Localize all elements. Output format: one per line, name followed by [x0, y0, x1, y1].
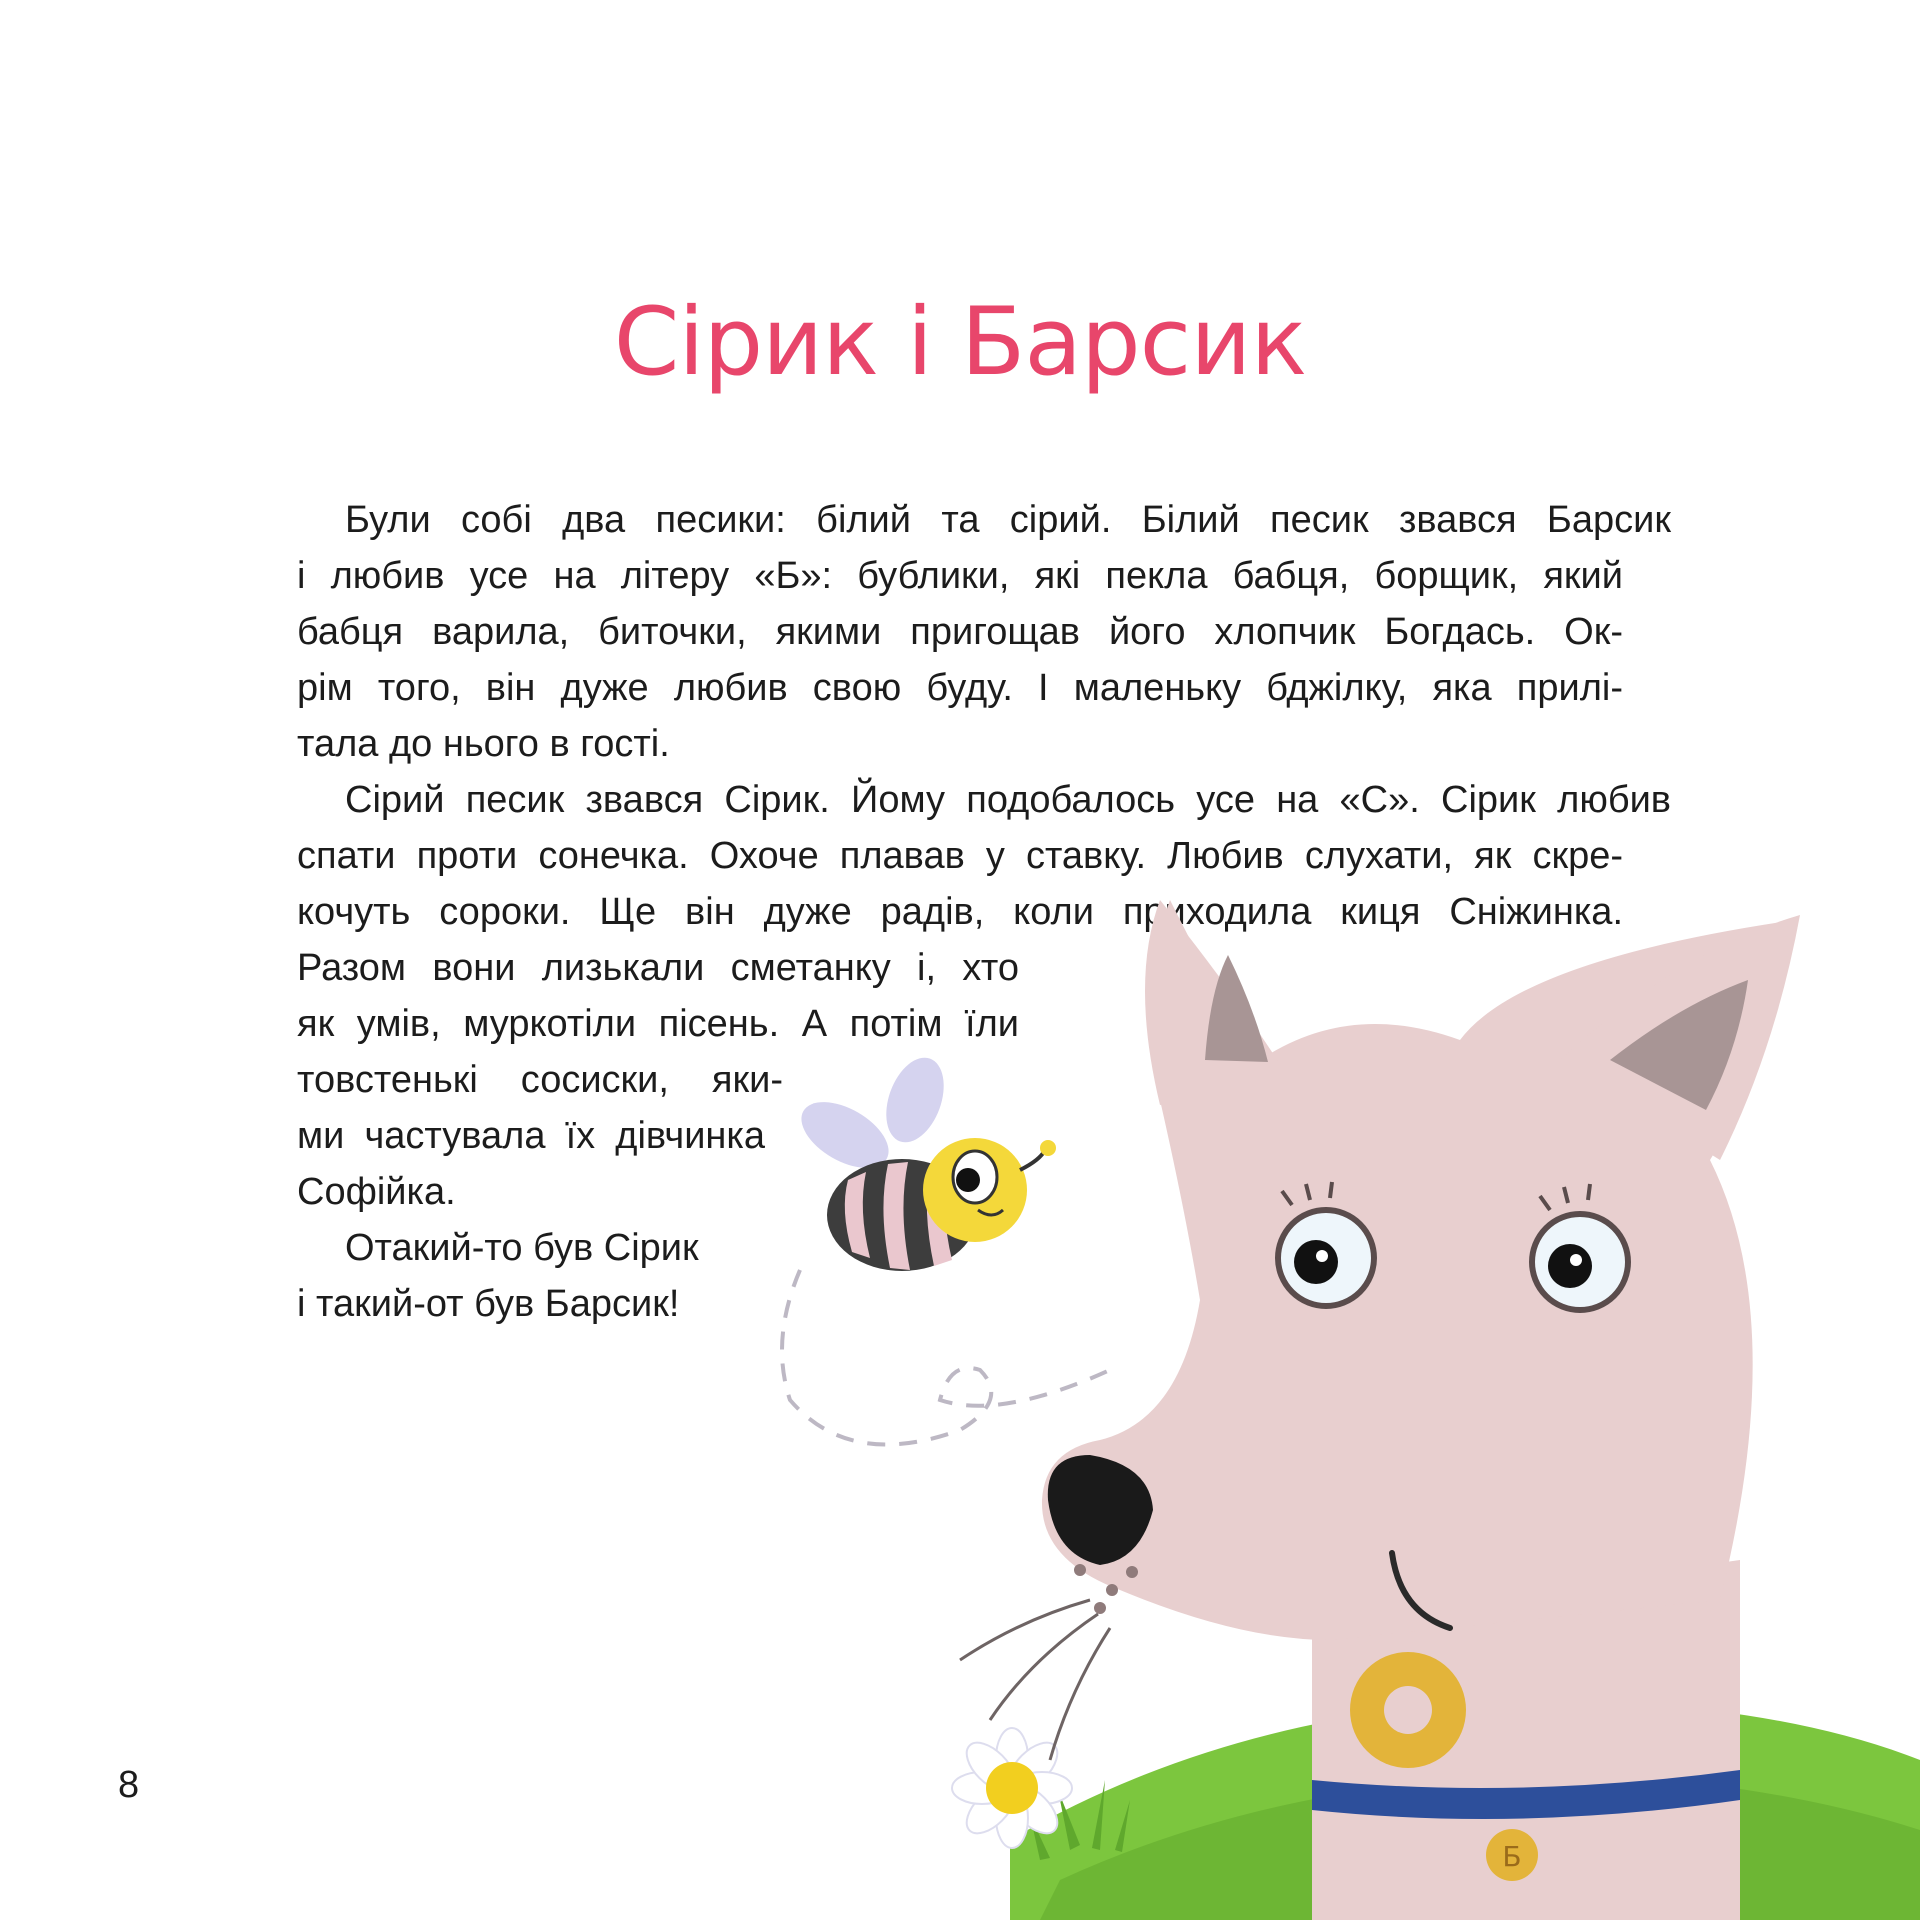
text-line: як умів, муркотіли пісень. А потім їли [297, 1003, 1019, 1045]
text-line: і любив усе на літеру «Б»: бублики, які пекла бабця, борщик, який [297, 555, 1623, 597]
text-line: товстенькі сосиски, яки- [297, 1059, 783, 1101]
bee-icon [790, 1050, 1056, 1271]
text-line: бабця варила, биточки, якими пригощав його хлопчик Богдась. Ок- [297, 611, 1623, 653]
bee-flight-path [782, 1270, 1110, 1445]
text-line: спати проти сонечка. Охоче плавав у ставку. Любив слухати, як скре- [297, 835, 1623, 877]
text-line: тала до нього в гості. [297, 723, 670, 765]
text-line: Були собі два песики: білий та сірий. Білий песик звався Барсик [345, 499, 1671, 541]
text-line: кочуть сороки. Ще він дуже радів, коли приходила киця Сніжинка. [297, 891, 1623, 933]
story-title: Сірик і Барсик [613, 288, 1307, 397]
bagel-icon [1350, 1652, 1466, 1768]
tag-letter: Б [1502, 1840, 1522, 1873]
dog-icon [960, 900, 1800, 1920]
page-number: 8 [118, 1764, 140, 1806]
left-eye-icon [1278, 1210, 1374, 1306]
right-eye-icon [1532, 1214, 1628, 1310]
collar-tag-icon [1486, 1829, 1538, 1881]
text-line: рім того, він дуже любив свою буду. І маленьку бджілку, яка прилі- [297, 667, 1623, 709]
text-line: і такий-от був Барсик! [297, 1283, 680, 1325]
text-line: Разом вони лизькали сметанку і, хто [297, 947, 1019, 989]
text-line: Отакий-то був Сірик [345, 1227, 699, 1269]
text-line: Софійка. [297, 1171, 456, 1213]
text-line: ми частувала їх дівчинка [297, 1115, 765, 1157]
text-line: Сірий песик звався Сірик. Йому подобалось усе на «С». Сірик любив [345, 779, 1671, 821]
